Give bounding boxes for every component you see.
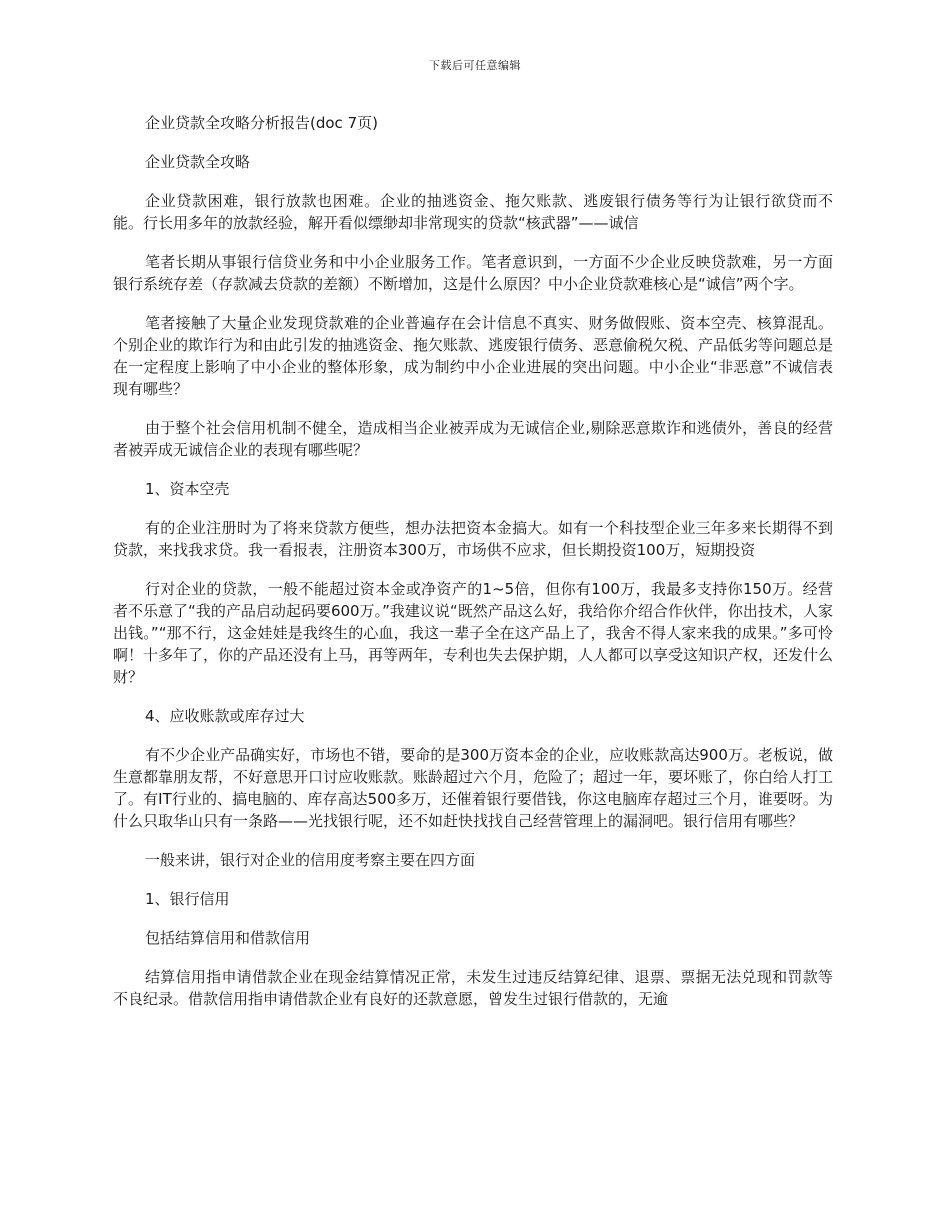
paragraph: 有的企业注册时为了将来贷款方便些，想办法把资本金搞大。如有一个科技型企业三年多来长期得不到贷款，来找我求贷。我一看报表，注册资本300万，市场供不应求，但长期投资100万，短期投资 [113, 519, 833, 559]
section-heading: 1、资本空壳 [145, 480, 230, 498]
paragraph: 包括结算信用和借款信用 [145, 929, 311, 947]
document-body [113, 112, 833, 1027]
paragraph: 由于整个社会信用机制不健全，造成相当企业被弄成为无诚信企业,剔除恶意欺诈和逃债外，善良的经营者被弄成无诚信企业的表现有哪些呢？ [113, 419, 833, 459]
paragraph: 行对企业的贷款，一般不能超过资本金或净资产的1~5倍，但你有100万，我最多支持你150万。经营者不乐意了“我的产品启动起码要600万。”我建议说“既然产品这么好，我给你介绍合作伙伴，你出技术，人家出钱。”“那不行，这金娃娃是我终生的心血，我这一辈子全在这产品上了，我舍不得人家来我的成果。”多可怜啊！十多年了，你的产品还没有上马，再等两年，专利也失去保护期，人人都可以享受这知识产权，还发什么财？ [113, 580, 834, 686]
doc-subtitle: 企业贷款全攻略 [145, 153, 251, 171]
paragraph: 笔者接触了大量企业发现贷款难的企业普遍存在会计信息不真实、财务做假账、资本空壳、核算混乱。个别企业的欺诈行为和由此引发的抽逃资金、拖欠账款、逃废银行债务、恶意偷税欠税、产品低劣等问题总是在一定程度上影响了中小企业的整体形象，成为制约中小企业进展的突出问题。中小企业“非恶意”不诚信表现有哪些？ [113, 314, 834, 398]
paragraph: 结算信用指申请借款企业在现金结算情况正常，未发生过违反结算纪律、退票、票据无法兑现和罚款等不良纪录。借款信用指申请借款企业有良好的还款意愿，曾发生过银行借款的，无逾 [113, 968, 833, 1008]
doc-title: 企业贷款全攻略分析报告(doc 7页) [145, 114, 378, 132]
paragraph: 笔者长期从事银行信贷业务和中小企业服务工作。笔者意识到，一方面不少企业反映贷款难，另一方面银行系统存差（存款减去贷款的差额）不断增加，这是什么原因？中小企业贷款难核心是“诚信”两个字。 [113, 253, 833, 293]
header-note: 下载后可任意编辑 [429, 59, 521, 72]
paragraph: 一般来讲，银行对企业的信用度考察主要在四方面 [145, 851, 476, 869]
section-heading: 1、银行信用 [145, 890, 230, 908]
paragraph: 企业贷款困难，银行放款也困难。企业的抽逃资金、拖欠账款、逃废银行债务等行为让银行欲贷而不能。行长用多年的放款经验，解开看似缥缈却非常现实的贷款“核武器”——诚信 [113, 192, 833, 232]
paragraph: 有不少企业产品确实好，市场也不错，要命的是300万资本金的企业，应收账款高达900万。老板说，做生意都靠朋友帮，不好意思开口讨应收账款。账龄超过六个月，危险了；超过一年，要坏账了，你白给人打工了。有IT行业的、搞电脑的、库存高达500多万，还催着银行要借钱，你这电脑库存超过三个月，谁要呀。为什么只取华山只有一条路——光找银行呢，还不如赶快找找自己经营管理上的漏洞吧。银行信用有哪些？ [113, 746, 834, 830]
section-heading: 4、应收账款或库存过大 [145, 707, 305, 725]
